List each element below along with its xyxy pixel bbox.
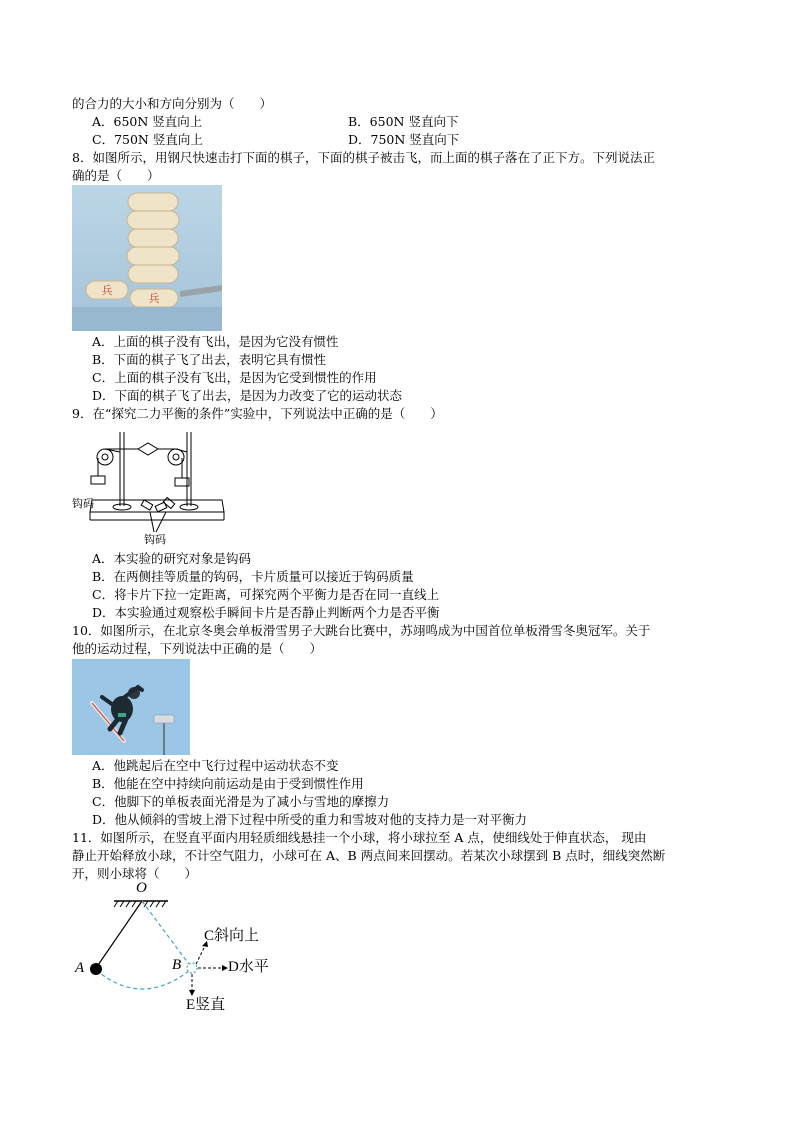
q11-label-o: O (136, 880, 147, 896)
q9-apparatus-diagram (72, 424, 232, 548)
q11-stem-line3: 开，则小球将（ ） (72, 866, 198, 881)
q8-piece-char-2: 兵 (148, 292, 160, 305)
q9-stem-line1: 9．在“探究二力平衡的条件”实验中，下列说法中正确的是（ ） (72, 406, 443, 421)
q8-option-c: C．上面的棋子没有飞出，是因为它受到惯性的作用 (92, 370, 377, 385)
q11-stem-line1: 11．如图所示，在竖直平面内用轻质细线悬挂一个小球，将小球拉至 A 点，使细线处于伸直状态， 现由 (72, 830, 647, 845)
q8-piece-char-1: 兵 (101, 284, 113, 297)
q10-option-a: A．他跳起后在空中飞行过程中运动状态不变 (92, 758, 339, 773)
q7-option-a: A．650N 竖直向上 (92, 114, 203, 129)
q11-pendulum-diagram (72, 880, 292, 1020)
q9-option-b: B．在两侧挂等质量的钩码，卡片质量可以接近于钩码质量 (92, 569, 414, 584)
q11-label-c: C斜向上 (204, 928, 260, 944)
q10-option-d: D．他从倾斜的雪坡上滑下过程中所受的重力和雪坡对他的支持力是一对平衡力 (92, 812, 528, 827)
q7-text-tail: 的合力的大小和方向分别为（ ） (72, 96, 273, 111)
q9-label-bottom: 钩码 (144, 534, 166, 546)
q9-label-left: 钩码 (72, 498, 94, 510)
q7-option-c: C．750N 竖直向上 (92, 132, 203, 147)
q11-label-b: B (172, 957, 182, 973)
q9-option-c: C．将卡片下拉一定距离，可探究两个平衡力是否在同一直线上 (92, 587, 440, 602)
q9-option-d: D．本实验通过观察松手瞬间卡片是否静止判断两个力是否平衡 (92, 605, 440, 620)
q11-label-e: E竖直 (186, 997, 226, 1013)
q10-option-b: B．他能在空中持续向前运动是由于受到惯性作用 (92, 776, 364, 791)
q11-stem-line2: 静止开始释放小球，不计空气阻力，小球可在 A、B 两点间来回摆动。若某次小球摆到 B 点时，细线突然断 (72, 848, 666, 863)
q7-option-d: D．750N 竖直向下 (348, 132, 460, 147)
q8-chess-photo (72, 185, 222, 331)
q11-label-a: A (75, 960, 85, 976)
q10-stem-line2: 他的运动过程，下列说法中正确的是（ ） (72, 641, 323, 656)
q11-label-d: D水平 (228, 959, 269, 975)
q9-option-a: A．本实验的研究对象是钩码 (92, 551, 252, 566)
q8-option-b: B．下面的棋子飞了出去，表明它具有惯性 (92, 352, 327, 367)
q7-option-b: B．650N 竖直向下 (348, 114, 459, 129)
q8-option-d: D．下面的棋子飞了出去，是因为力改变了它的运动状态 (92, 388, 403, 403)
q8-option-a: A．上面的棋子没有飞出，是因为它没有惯性 (92, 334, 339, 349)
q8-stem-line2: 确的是（ ） (72, 168, 160, 183)
q8-stem-line1: 8．如图所示，用钢尺快速击打下面的棋子，下面的棋子被击飞，而上面的棋子落在了正下方。下列说法正 (72, 150, 655, 165)
q10-option-c: C．他脚下的单板表面光滑是为了减小与雪地的摩擦力 (92, 794, 390, 809)
q10-stem-line1: 10．如图所示，在北京冬奥会单板滑雪男子大跳台比赛中，苏翊鸣成为中国首位单板滑雪冬奥冠军。关于 (72, 623, 651, 638)
q10-snowboarder-photo (72, 659, 190, 755)
